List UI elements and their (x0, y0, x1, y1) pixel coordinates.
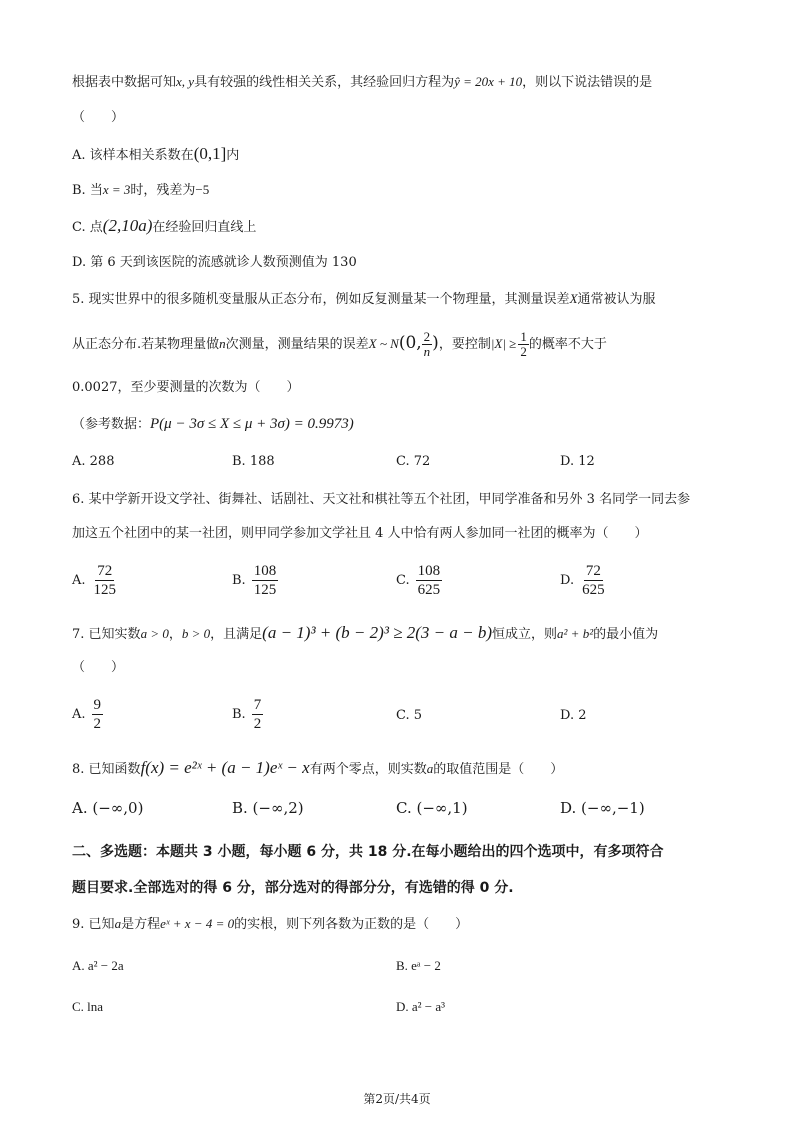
q7-option-a: A. $\frac{9}{2}$ (72, 697, 102, 732)
q5-option-a: A. 288 (72, 454, 115, 469)
q8-option-b: B. (−∞,2) (232, 799, 304, 817)
q6-option-d: D. $\frac{72}{625}$ (560, 563, 605, 598)
section-2-heading-line2: 题目要求.全部选对的得 6 分，部分选对的得部分分，有选错的得 0 分. (72, 880, 514, 896)
q4-stem (72, 72, 652, 93)
section-2-heading-line1: 二、多选题：本题共 3 小题，每小题 6 分，共 18 分.在每小题给出的四个选项中，有多项符合 (72, 844, 664, 860)
q4-vars: x, y (176, 74, 195, 89)
q4-option-b: B. 当x = 3时，残差为−5 (72, 182, 210, 198)
q8-stem: 8. 已知函数f(x) = e²ˣ + (a − 1)eˣ − x有两个零点，则实数a的取值范围是（ ） (72, 758, 564, 777)
q6-option-c: C. $\frac{108}{625}$ (396, 563, 441, 598)
q5-stem-line3: 0.0027，至少要测量的次数为（ ） (72, 380, 300, 395)
q5-option-b: B. 188 (232, 454, 275, 469)
q9-option-a: A. a² − 2a (72, 958, 124, 973)
q9-stem: 9. 已知a是方程eˣ + x − 4 = 0的实根，则下列各数为正数的是（ ） (72, 916, 469, 932)
q5-stem-line1: 5. 现实世界中的很多随机变量服从正态分布，例如反复测量某一个物理量，其测量误差X通常被认为服 (72, 291, 656, 307)
q7-option-b: B. $\frac{7}{2}$ (232, 697, 262, 732)
q9-option-c: C. lna (72, 999, 104, 1014)
q5-option-d: D. 12 (560, 454, 595, 469)
q4-paren: （ ） (72, 110, 125, 125)
q5-stem-line2: 从正态分布.若某物理量做n次测量，测量结果的误差X ~ N(0, $\frac{2}{n}$ )，要控制|X| ≥ $\frac{1}{2}$ 的概率不大于 (72, 329, 607, 359)
q5-option-c: C. 72 (396, 454, 431, 469)
q8-option-c: C. (−∞,1) (396, 799, 468, 817)
q7-option-c: C. 5 (396, 708, 423, 723)
q4-stem-c: ，则以下说法错误的是 (522, 75, 653, 90)
q9-option-d: D. a² − a³ (396, 999, 446, 1014)
q4-stem-a: 根据表中数据可知 (72, 75, 177, 90)
q8-option-d: D. (−∞,−1) (560, 799, 645, 817)
q5-reference: （参考数据：P(μ − 3σ ≤ X ≤ μ + 3σ) = 0.9973) (72, 416, 354, 432)
q6-stem-line1: 6. 某中学新开设文学社、街舞社、话剧社、天文社和棋社等五个社团，甲同学准备和另外 3 名同学一同去参 (72, 492, 691, 507)
q4-option-c: C. 点(2,10a)在经验回归直线上 (72, 216, 257, 235)
q6-option-b: B. $\frac{108}{125}$ (232, 563, 277, 598)
q6-option-a: A. $\frac{72}{125}$ (72, 563, 117, 598)
q7-stem: 7. 已知实数a > 0，b > 0，且满足(a − 1)³ + (b − 2)³ ≥ 2(3 − a − b)恒成立，则a² + b²的最小值为 (72, 623, 659, 642)
q7-paren: （ ） (72, 660, 125, 675)
q8-option-a: A. (−∞,0) (72, 799, 144, 817)
q9-option-b: B. eᵃ − 2 (396, 958, 441, 973)
page-footer: 第2页/共4页 (363, 1092, 431, 1106)
q6-stem-line2: 加这五个社团中的某一社团，则甲同学参加文学社且 4 人中恰有两人参加同一社团的概率为（ ） (72, 526, 648, 541)
q4-option-d: D. 第 6 天到该医院的流感就诊人数预测值为 130 (72, 255, 357, 270)
q4-equation: ŷ = 20x + 10 (454, 74, 523, 89)
q7-option-d: D. 2 (560, 708, 587, 723)
q4-option-a: A. 该样本相关系数在(0,1]内 (72, 144, 240, 163)
q4-stem-b: 具有较强的线性相关关系，其经验回归方程为 (194, 75, 455, 90)
